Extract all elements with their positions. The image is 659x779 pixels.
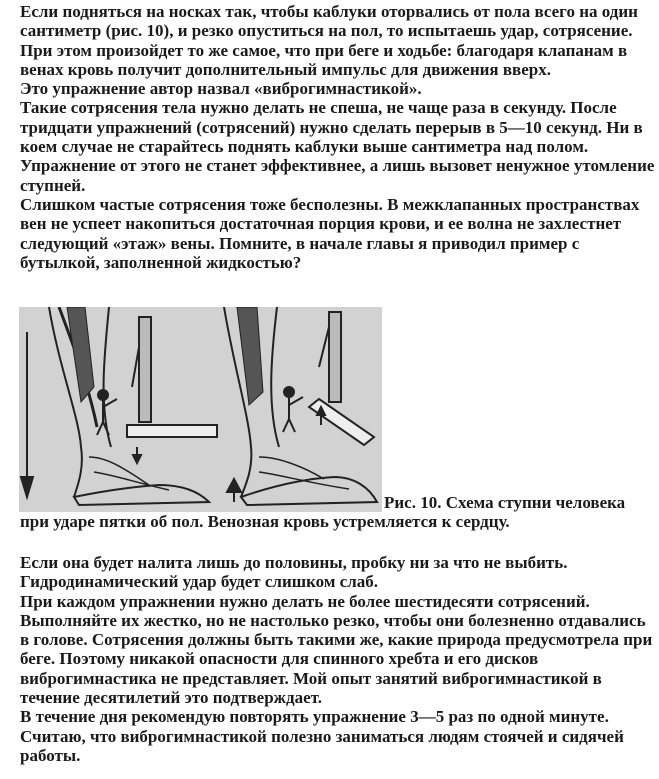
figure-foot-diagram	[19, 307, 382, 512]
paragraph-pace: Такие сотрясения тела нужно делать не спеша, не чаще раза в секунду. После тридцати упражнений (сотрясений) нужно сделать перерыв в 5—10 секунд. Ни в коем случае не старайтесь поднять каблуки выше сантиметра над полом. Упражнение от этого не станет эффективнее, а лишь вызовет ненужное утомление ступней.	[20, 98, 659, 195]
foot-diagram-illustration	[19, 307, 382, 512]
caption-line-1: Рис. 10. Схема ступни человека	[384, 493, 626, 512]
text-block-bottom	[20, 553, 655, 765]
paragraph-sixty-shakes: При каждом упражнении нужно делать не более шестидесяти сотрясений. Выполняйте их жестко, но не настолько резко, чтобы они болезненно отдавались в голове. Сотрясения должны быть такими же, какие природа предусмотрела при беге. Поэтому никакой опасности для спинного хребта и его дисков виброгимнастика не представляет. Мой опыт занятий виброгимнастикой в течение десятилетий это подтверждает.	[20, 591, 657, 708]
paragraph-too-frequent: Слишком частые сотрясения тоже бесполезны. В межклапанных пространствах вен не успеет накопиться достаточная порция крови, и ее волна не захлестнет следующий «этаж» вены. Помните, в начале главы я приводил пример с бутылкой, заполненной жидкостью?	[20, 194, 644, 272]
caption-line-2: при ударе пятки об пол. Венозная кровь устремляется к сердцу.	[20, 512, 510, 532]
text-block-top	[20, 2, 659, 272]
paragraph-half-bottle: Если она будет налита лишь до половины, пробку ни за что не выбить. Гидродинамический удар будет слишком слаб.	[20, 553, 572, 592]
paragraph-daily-repeats: В течение дня рекомендую повторять упражнение 3—5 раз по одной минуте.	[20, 707, 609, 727]
paragraph-vibrogymnastics-name: Это упражнение автор назвал «виброгимнастикой».	[20, 79, 422, 99]
paragraph-heel-drop: Если подняться на носках так, чтобы каблуки оторвались от пола всего на один сантиметр (рис. 10), и резко опуститься на пол, то испытаешь удар, сотрясение. При этом произойдет то же самое, что при беге и ходьбе: благодаря клапанам в венах кровь получит дополнительный импульс для движения вверх.	[20, 2, 643, 79]
paragraph-who-benefits: Считаю, что виброгимнастикой полезно заниматься людям стоячей и сидячей работы.	[20, 726, 629, 765]
figure-caption	[20, 493, 655, 532]
